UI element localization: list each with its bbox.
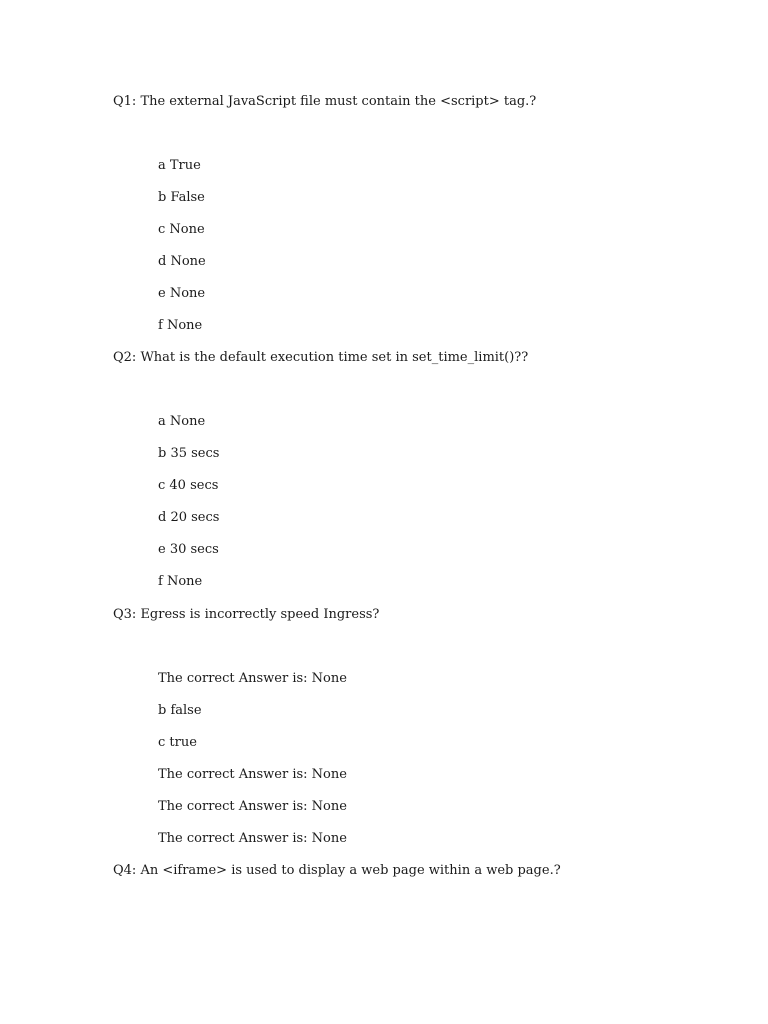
question-2-option-a: a None — [158, 414, 206, 429]
question-1-option-b: b False — [158, 190, 205, 205]
question-3-option-6: The correct Answer is: None — [158, 831, 347, 846]
question-2-option-d: d 20 secs — [158, 510, 220, 525]
question-2-option-c: c 40 secs — [158, 478, 219, 493]
question-4: Q4: An <iframe> is used to display a web page within a web page.? — [113, 863, 561, 878]
question-1-option-c: c None — [158, 222, 205, 237]
question-1-option-e: e None — [158, 286, 206, 301]
question-3-option-4: The correct Answer is: None — [158, 767, 347, 782]
question-3-option-1: The correct Answer is: None — [158, 671, 347, 686]
question-1-option-a: a True — [158, 158, 201, 173]
question-1: Q1: The external JavaScript file must contain the <script> tag.? — [113, 94, 537, 109]
question-2: Q2: What is the default execution time set in set_time_limit()?? — [113, 350, 529, 365]
question-1-option-d: d None — [158, 254, 206, 269]
question-2-option-e: e 30 secs — [158, 542, 219, 557]
question-3: Q3: Egress is incorrectly speed Ingress? — [113, 607, 380, 622]
question-3-option-3: c true — [158, 735, 197, 750]
question-3-option-5: The correct Answer is: None — [158, 799, 347, 814]
question-1-option-f: f None — [158, 318, 203, 333]
question-3-option-2: b false — [158, 703, 202, 718]
question-2-option-b: b 35 secs — [158, 446, 220, 461]
question-2-option-f: f None — [158, 574, 203, 589]
